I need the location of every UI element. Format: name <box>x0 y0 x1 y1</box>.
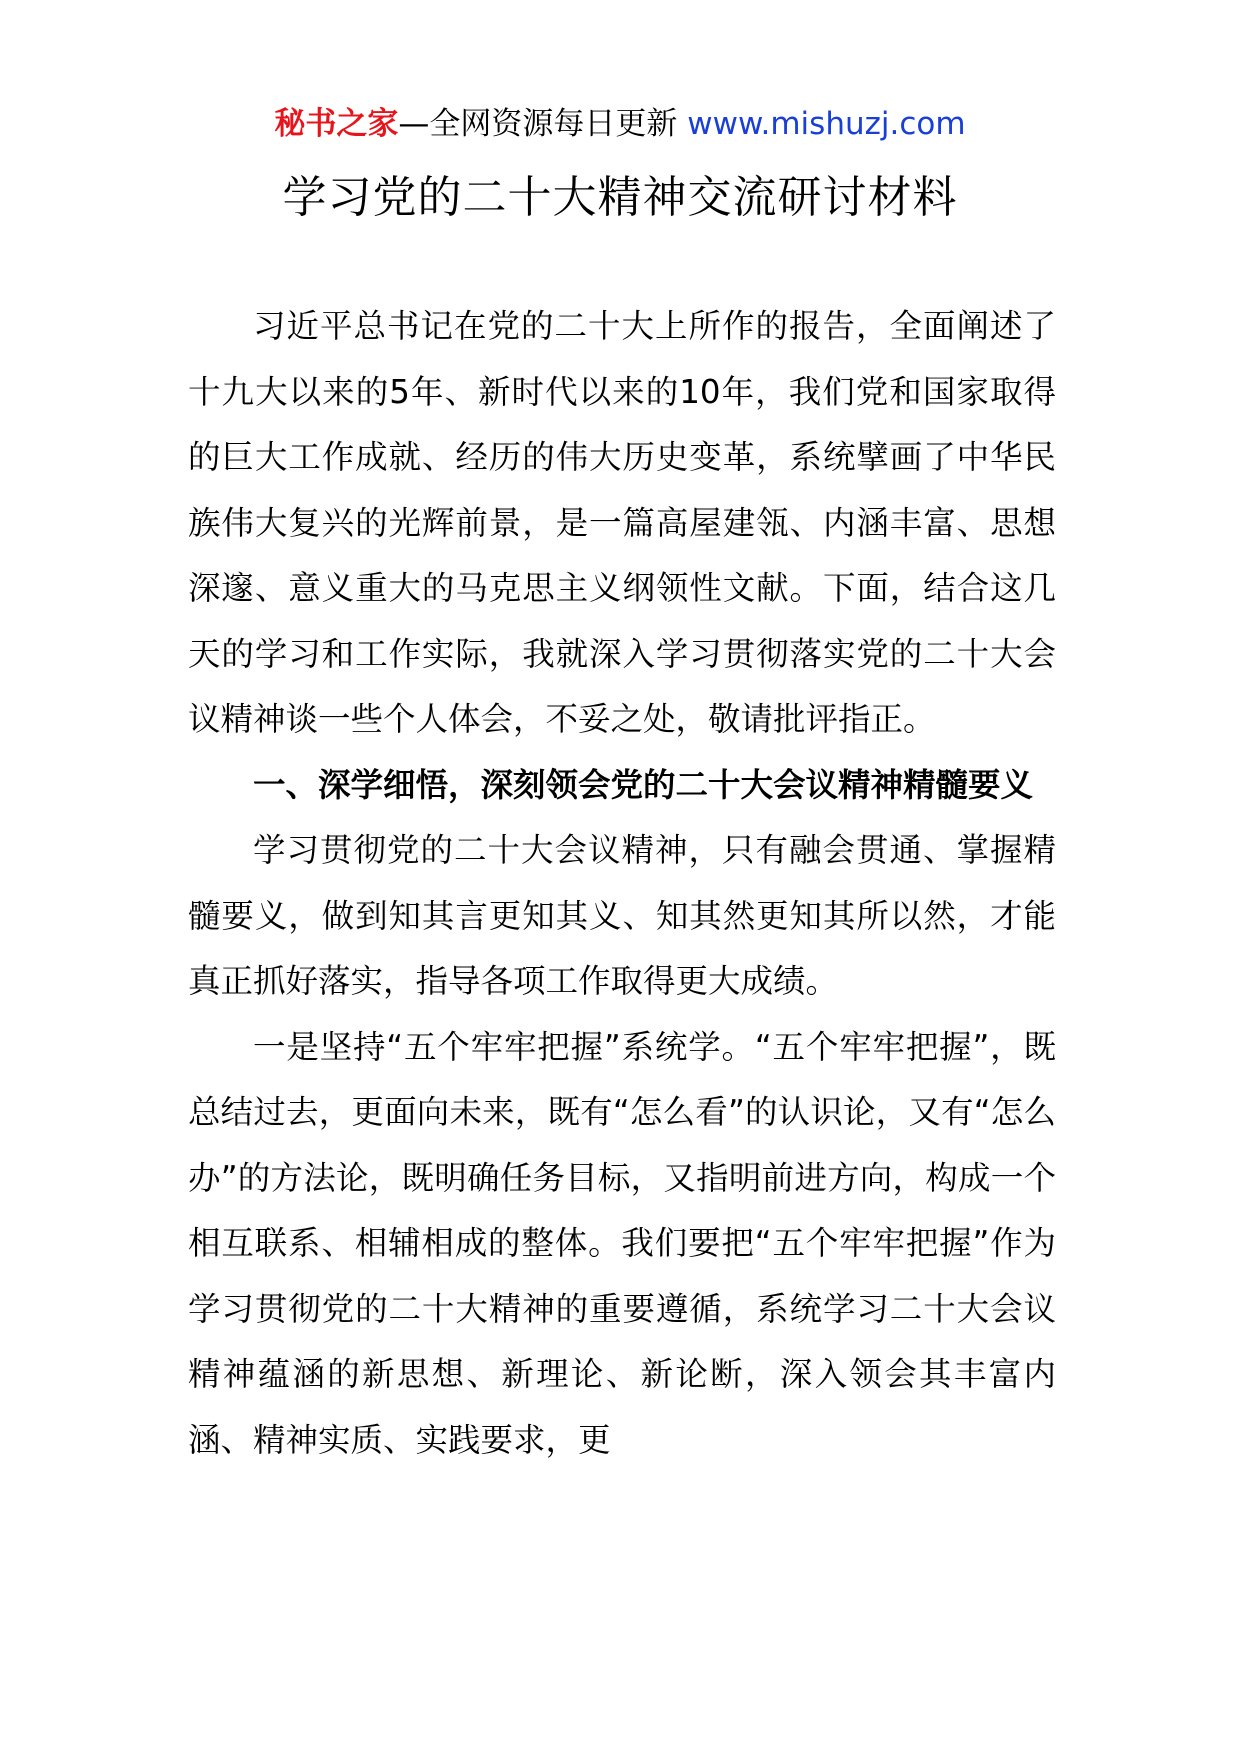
brand-name: 秘书之家 <box>274 106 399 142</box>
site-url-link[interactable]: www.mishuzj.com <box>687 106 966 142</box>
document-title: 学习党的二十大精神交流研讨材料 <box>282 172 958 223</box>
section-1-paragraph: 学习贯彻党的二十大会议精神，只有融会贯通、掌握精髓要义，做到知其言更知其义、知其然更知其所以然，才能真正抓好落实，指导各项工作取得更大成绩。 <box>188 831 1056 1000</box>
section-heading-1: 一、深学细悟，深刻领会党的二十大会议精神精髓要义 <box>253 765 1034 804</box>
site-tagline: —全网资源每日更新 <box>398 106 688 142</box>
document-body <box>188 294 1056 1473</box>
intro-paragraph: 习近平总书记在党的二十大上所作的报告，全面阐述了十九大以来的5年、新时代以来的10年，我们党和国家取得的巨大工作成就、经历的伟大历史变革，系统擘画了中华民族伟大复兴的光辉前景，是一篇高屋建瓴、内涵丰富、思想深邃、意义重大的马克思主义纲领性文献。下面，结合这几天的学习和工作实际，我就深入学习贯彻落实党的二十大会议精神谈一些个人体会，不妥之处，敬请批评指正。 <box>188 307 1056 738</box>
site-header <box>0 100 1240 148</box>
point-1-paragraph: 一是坚持“五个牢牢把握”系统学。“五个牢牢把握”，既总结过去，更面向未来，既有“怎么看”的认识论，又有“怎么办”的方法论，既明确任务目标，又指明前进方向，构成一个相互联系、相辅相成的整体。我们要把“五个牢牢把握”作为学习贯彻党的二十大精神的重要遵循，系统学习二十大会议精神蕴涵的新思想、新理论、新论断，深入领会其丰富内涵、精神实质、实践要求，更 <box>188 1027 1056 1459</box>
